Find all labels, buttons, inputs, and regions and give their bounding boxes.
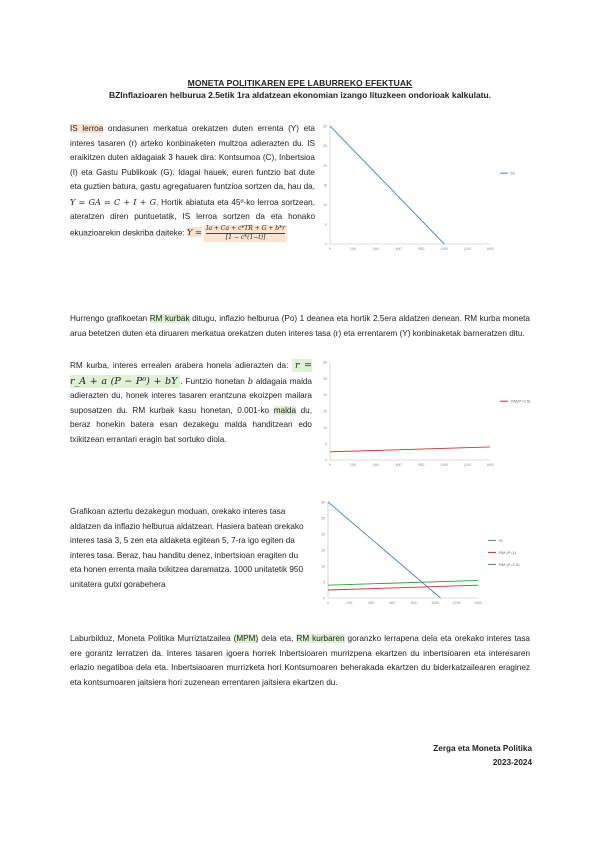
x-tick-label: 1400 — [474, 601, 482, 605]
is-paragraph — [70, 122, 315, 242]
x-tick-label: 0 — [329, 247, 331, 251]
y-tick-label: 25 — [321, 516, 325, 521]
x-tick-label: 200 — [346, 601, 353, 605]
y-tick-label: 10 — [323, 203, 327, 208]
y-tick-label: 5 — [325, 442, 327, 447]
x-tick-label: 0 — [329, 463, 331, 467]
is-formula-numerator: Ia + Ca + c*TR + G + b*r — [206, 224, 286, 232]
legend-label: IS — [499, 537, 503, 543]
conclusion-paragraph — [70, 632, 530, 690]
document-subtitle: BZInflazioaren helburua 2.5etik 1ra aldatzean ekonomian izango lituzkeen ondorioak kalkulatu. — [108, 90, 492, 100]
x-tick-label: 600 — [389, 601, 396, 605]
footer-course: Zerga eta Moneta Politika — [433, 744, 532, 753]
rm-malda-highlight: malda — [273, 405, 297, 415]
rm-intro-highlight: RM kurbak — [149, 314, 190, 323]
y-tick-label: 0 — [325, 242, 327, 247]
y-tick-label: 15 — [323, 409, 327, 414]
is-formula-denominator: [1 − c*(1−t)] — [225, 233, 266, 241]
x-tick-label: 1000 — [440, 247, 449, 251]
x-tick-label: 600 — [395, 463, 402, 467]
x-tick-label: 800 — [418, 247, 425, 251]
x-tick-label: 1000 — [431, 601, 440, 605]
rm-formula: r = r_A + a (P − P⁰) + bY — [70, 360, 312, 387]
x-tick-label: 0 — [327, 601, 329, 605]
document-title: MONETA POLITIKAREN EPE LABURREKO EFEKTUAK — [187, 78, 413, 88]
y-tick-label: 5 — [323, 580, 325, 585]
y-tick-label: 5 — [325, 222, 327, 227]
chart-rm — [318, 358, 533, 470]
x-tick-label: 1400 — [486, 247, 494, 251]
y-tick-label: 0 — [323, 596, 325, 601]
series-line-2 — [328, 585, 478, 590]
x-tick-label: 800 — [418, 463, 425, 467]
rm-paragraph — [70, 359, 312, 447]
chart-is-rm — [316, 498, 534, 610]
x-tick-label: 800 — [410, 601, 417, 605]
legend-label: IS — [511, 170, 515, 176]
is-text: ondasunen merkatua orekatzen duten errenta (Y) eta interes tasaren (r) arteko konbinaketen multzoa adierazten du. IS eraikitzen duten aldagaiak 3 hauek dira: Kontsumoa (C), Inbertsioa (I) eta Gastu Publikoak (G). Idagai hauek, euren funtzio bat dute eta guztien batura, gastu agregatuaren funtzioa sortzen da, hau da, — [70, 124, 315, 191]
chart-is — [318, 122, 533, 254]
y-tick-label: 15 — [321, 548, 325, 553]
legend-label: RM(P=2.5) — [511, 398, 531, 404]
series-line-1 — [330, 447, 490, 452]
rm-kurbaren-highlight: RM kurbaren — [296, 634, 345, 643]
y-tick-label: 10 — [321, 564, 325, 569]
mpm-highlight: (MPM) — [233, 634, 259, 643]
y-tick-label: 20 — [321, 532, 325, 537]
x-tick-label: 400 — [372, 247, 379, 251]
series-line-3 — [328, 580, 478, 585]
rm-text-a: RM kurba, interes errealen arabera honela adierazten da: — [70, 361, 293, 370]
y-tick-label: 20 — [323, 163, 327, 168]
x-tick-label: 1200 — [463, 247, 472, 251]
x-tick-label: 200 — [349, 463, 356, 467]
rm-text-c: aldagaia malda adierazten du, honek interes tasaren erantzuna ekoizpen mailara suposatzen du. RM kurbak kasu honetan, 0.001-ko — [70, 376, 312, 415]
y-tick-label: 25 — [323, 144, 327, 149]
x-tick-label: 200 — [349, 247, 356, 251]
y-tick-label: 0 — [325, 458, 327, 463]
y-tick-label: 30 — [321, 500, 325, 505]
rm-b-symbol: b — [247, 375, 253, 386]
y-tick-label: 30 — [323, 124, 327, 129]
rm-intro-pre: Hurrengo grafikoetan — [70, 314, 150, 323]
x-tick-label: 600 — [395, 247, 402, 251]
footer-year: 2023-2024 — [492, 758, 532, 767]
y-tick-label: 15 — [323, 183, 327, 188]
x-tick-label: 400 — [367, 601, 374, 605]
analysis-paragraph: Grafikoan aztertu dezakegun moduan, orekako interes tasa aldatzen da inflazio helburua aldatzean. Hasiera batean orekako interes tasa 3, 5 zen eta aldaketa egitean 5, 7-ra igo egiten da interes tasa. Beraz, hau handitu denez, inbertsioan eragiten du eta honen errenta maila txikitzea daramatza. 1000 unitatetik 950 unitatera gutxi gorabehera — [70, 507, 304, 589]
y-tick-label: 30 — [323, 360, 327, 365]
y-tick-label: 20 — [323, 393, 327, 398]
is-text2: . Hortik abiatuta eta 45º-ko lerroa sortzean, ateratzen diren puntuetatik, IS lerroa sortzen da eta honako ekuazioarekin deskriba daiteke: — [70, 197, 315, 238]
x-tick-label: 400 — [372, 463, 379, 467]
rm-intro-paragraph — [70, 312, 530, 341]
y-tick-label: 25 — [323, 376, 327, 381]
x-tick-label: 1400 — [486, 463, 494, 467]
x-tick-label: 1200 — [452, 601, 461, 605]
x-tick-label: 1200 — [463, 463, 472, 467]
conclusion-post: goranzko lerrapena dela eta orekako interes tasa ere gorantz lerratzen da. Interes tasaren igoera horrek Inbertsioaren murrizpena ekartzen du inbertsioaren eta interesaren erlazio negatiboa dela eta. Inbertsiaoaren murrizketa hori Kontsumoaren beherakada ekartzen du biderkatzailearen eraginez eta kontsumoaren jaitsiera hori zuzenean errentaren jaitsiera ekartzen du. — [70, 634, 530, 687]
rm-text-b: . Funtzio honetan — [180, 376, 248, 386]
conclusion-pre: Laburbilduz, Moneta Politika Murriztatzailea — [70, 634, 234, 643]
is-highlight: IS lerroa — [70, 124, 104, 133]
conclusion-mid: dela eta, — [258, 634, 297, 643]
legend-label: RM (P=1) — [499, 549, 517, 555]
y-tick-label: 10 — [323, 425, 327, 430]
is-equation: Y = GA = C + I + G — [70, 196, 157, 207]
rm-intro-post: ditugu, inflazio helburua (Po) 1 deanea eta hortik 2.5era aldatzen denean. RM kurba moneta arua betetzen duten eta diruaren merkatua orekatzen duten interes tasa (r) eta errentarem (Y) konbinaketak barneratzen ditu. — [70, 314, 530, 338]
legend-label: RM (P=2.5) — [499, 561, 520, 567]
is-formula-lhs: Y = — [186, 227, 202, 238]
is-formula — [204, 225, 287, 242]
rm-text-d: du, beraz honekin batera esan dezakegu malda handitzean edo txikitzean errantari eragin bat sortuko diola. — [70, 405, 312, 444]
x-tick-label: 1000 — [440, 463, 449, 467]
series-line-1 — [330, 126, 444, 244]
